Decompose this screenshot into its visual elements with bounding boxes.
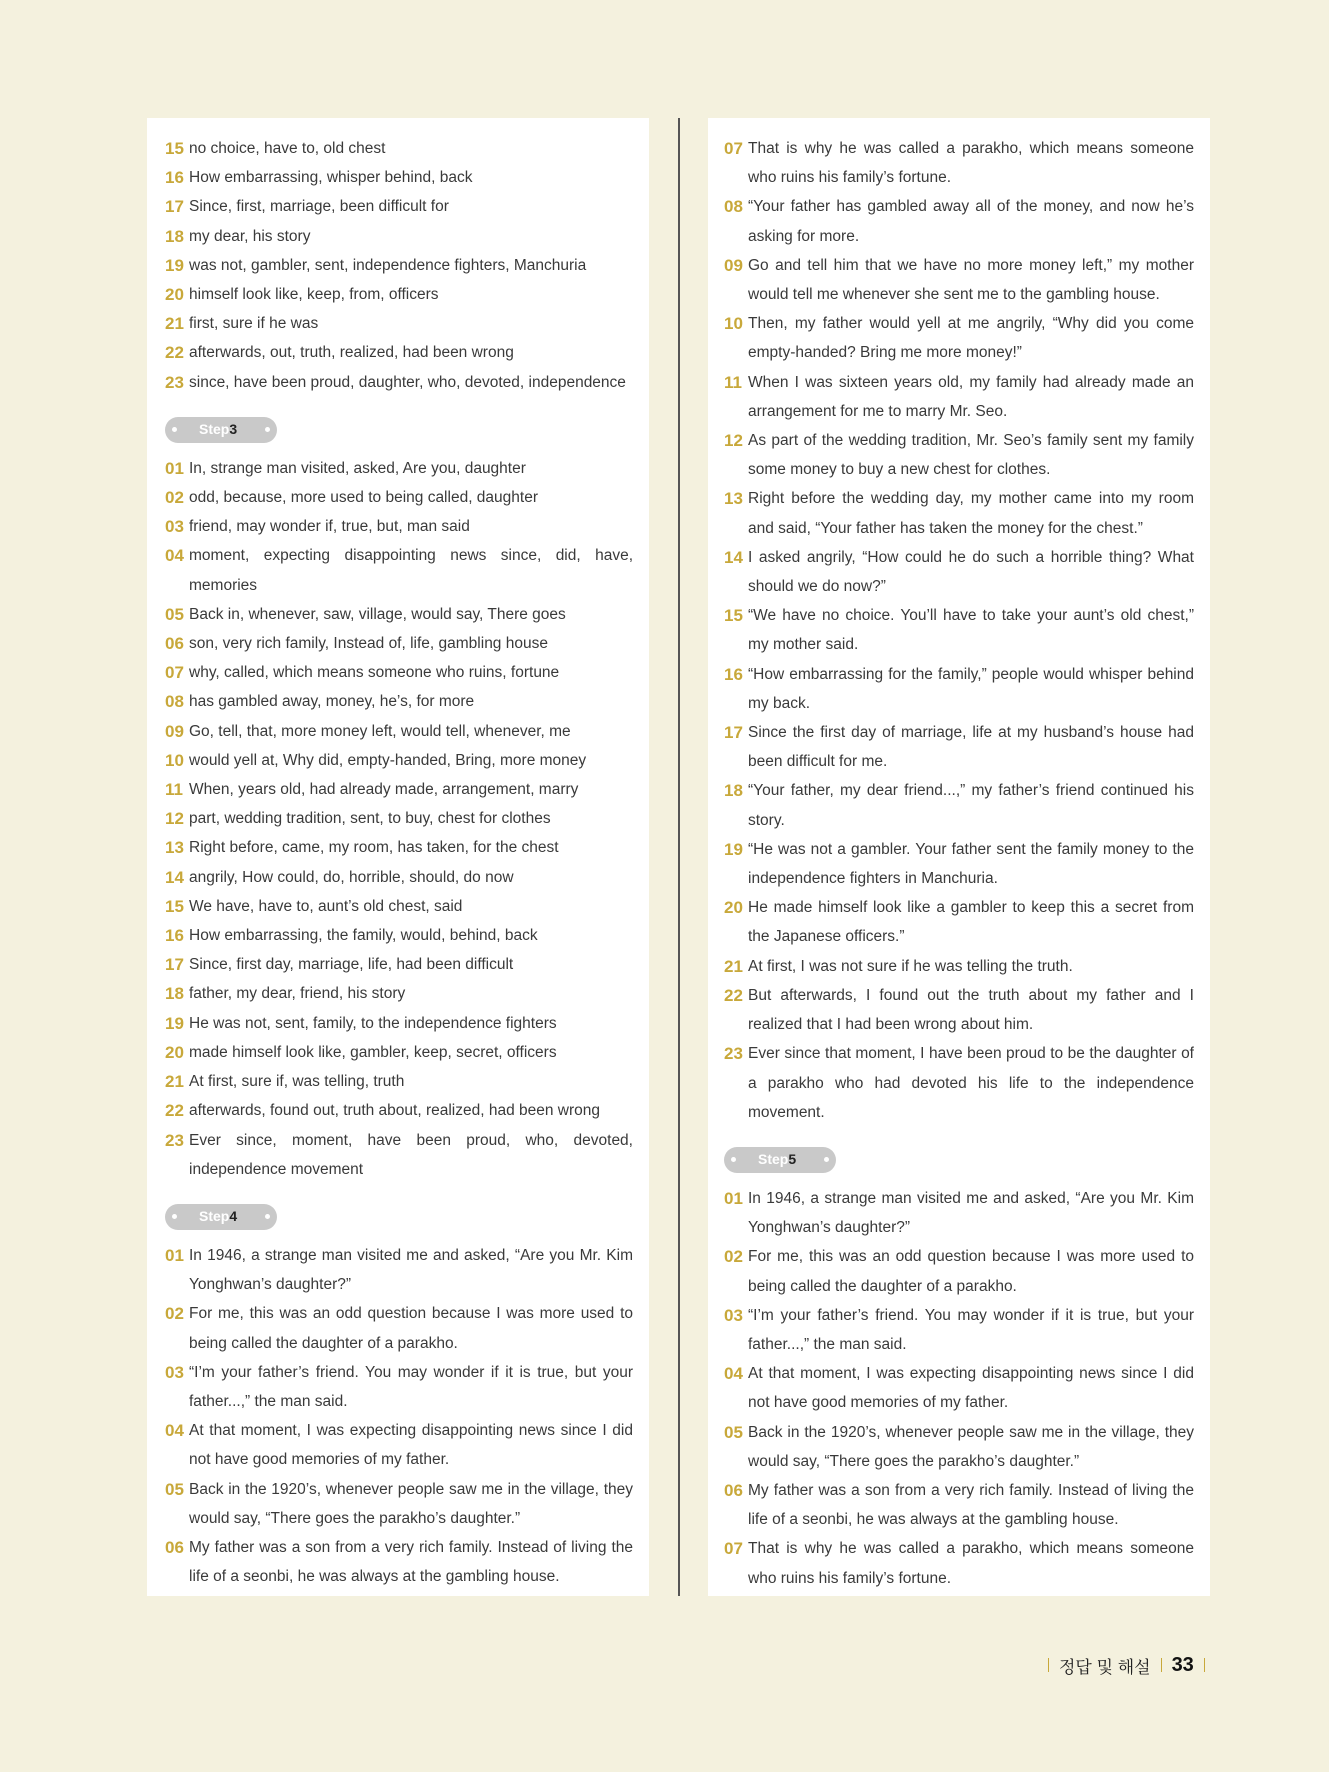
list-item [724,1242,1194,1300]
item-text: “I’m your father’s friend. You may wonder if it is true, but your father...,” the man said. [189,1363,633,1410]
item-text: In, strange man visited, asked, Are you, daughter [189,459,526,477]
item-number: 02 [724,1247,743,1267]
list-item [165,483,633,512]
list-item [724,251,1194,309]
item-number: 21 [165,314,184,334]
list-item [165,746,633,775]
item-text: since, have been proud, daughter, who, devoted, independence [189,373,626,391]
item-number: 03 [165,1362,184,1382]
item-number: 04 [165,1421,184,1441]
item-text: Right before, came, my room, has taken, for the chest [189,839,559,857]
list-item [724,1301,1194,1359]
item-number: 01 [724,1188,743,1208]
list-item [165,863,633,892]
item-text: my dear, his story [189,227,311,245]
item-text: I asked angrily, “How could he do such a horrible thing? What should we do now?” [748,548,1194,596]
item-number: 12 [165,809,184,829]
section-title: 정답 및 해설 [1059,1657,1151,1677]
item-text: “Your father has gambled away all of the money, and now he’s asking for more. [748,198,1194,245]
item-text: has gambled away, money, he’s, for more [189,693,475,711]
list-item [724,1184,1194,1242]
list-item [165,687,633,716]
footer-divider [1048,1658,1049,1672]
list-item [724,1534,1194,1592]
list-item [165,251,633,280]
list-item [165,629,633,658]
item-number: 04 [724,1364,743,1384]
list-item [165,1067,633,1096]
item-number: 21 [165,1072,184,1092]
list-item [724,1418,1194,1476]
item-number: 06 [724,1480,743,1500]
item-number: 05 [165,604,184,624]
item-number: 09 [724,255,743,275]
dot-icon [265,1214,270,1219]
list-item [165,1241,633,1299]
list-item [165,775,633,804]
list-item [165,1416,633,1474]
list-item [165,541,633,599]
list-item [724,543,1194,601]
list-item [165,1475,633,1533]
list-item [724,952,1194,981]
step-5-badge [724,1147,836,1173]
item-text: afterwards, out, truth, realized, had been wrong [189,344,514,362]
item-text: Ever since that moment, I have been proud to be the daughter of a parakho who had devoted his life to the independence movement. [748,1045,1194,1121]
list-item [724,1359,1194,1417]
item-text: Go and tell him that we have no more money left,” my mother would tell me whenever she sent me to the gambling house. [748,256,1194,304]
item-number: 15 [165,139,184,158]
step-4-list [165,1241,633,1591]
item-text: My father was a son from a very rich family. Instead of living the life of a seonbi, he was always at the gambling house. [748,1481,1194,1529]
item-number: 05 [724,1422,743,1442]
item-text: part, wedding tradition, sent, to buy, chest for clothes [189,810,551,828]
dot-icon [824,1157,829,1162]
item-number: 08 [724,197,743,217]
list-item [165,338,633,367]
item-text: Then, my father would yell at me angrily, “Why did you come empty-handed? Bring me more money!” [748,315,1194,362]
item-number: 17 [165,197,184,217]
item-number: 09 [165,721,184,741]
list-item [165,1358,633,1416]
item-number: 02 [165,488,184,508]
item-text: How embarrassing, whisper behind, back [189,169,473,187]
step-4-list-continued [724,134,1194,1127]
item-text: “We have no choice. You’ll have to take your aunt’s old chest,” my mother said. [748,607,1194,654]
list-item [724,134,1194,192]
item-number: 23 [165,372,184,392]
list-item [724,192,1194,250]
item-number: 19 [165,1013,184,1033]
item-number: 11 [724,372,742,392]
item-number: 02 [165,1304,184,1324]
item-text: At that moment, I was expecting disappointing news since I did not have good memories of my father. [189,1422,633,1469]
list-item [165,717,633,746]
list-item [165,600,633,629]
item-text: moment, expecting disappointing news since, did, have, memories [189,547,633,594]
list-item [165,804,633,833]
item-number: 20 [724,898,743,918]
item-number: 12 [724,431,743,451]
step-word: Step [199,1207,230,1224]
list-item [165,163,633,192]
list-item [724,426,1194,484]
item-number: 20 [165,1042,184,1062]
item-number: 14 [724,547,743,567]
list-item [165,222,633,251]
list-item [165,134,633,163]
item-number: 19 [724,839,743,859]
item-number: 14 [165,867,184,887]
list-item [724,776,1194,834]
item-number: 04 [165,546,184,566]
item-text: no choice, have to, old chest [189,140,386,157]
list-item [724,893,1194,951]
item-number: 03 [724,1305,743,1325]
list-item [165,921,633,950]
list-item [724,1039,1194,1127]
item-number: 18 [165,984,184,1004]
list-item [165,368,633,397]
dot-icon [172,427,177,432]
step-number: 4 [229,1207,238,1224]
item-number: 10 [165,750,184,770]
list-item [165,280,633,309]
item-number: 05 [165,1479,184,1499]
item-text: That is why he was called a parakho, which means someone who ruins his family’s fortune. [748,140,1194,187]
item-text: why, called, which means someone who ruins, fortune [189,664,560,682]
list-item [724,1476,1194,1534]
dot-icon [731,1157,736,1162]
footer-divider [1161,1658,1162,1672]
item-text: afterwards, found out, truth about, realized, had been wrong [189,1102,601,1120]
item-text: Right before the wedding day, my mother came into my room and said, “Your father has taken the money for the chest.” [748,490,1194,537]
item-number: 19 [165,255,184,275]
list-item [165,309,633,338]
item-text: “I’m your father’s friend. You may wonder if it is true, but your father...,” the man said. [748,1306,1194,1353]
item-text: At first, sure if, was telling, truth [189,1073,405,1091]
item-text: himself look like, keep, from, officers [189,286,439,304]
item-number: 17 [165,955,184,975]
list-item [724,484,1194,542]
item-number: 01 [165,1245,184,1265]
item-text: He made himself look like a gambler to keep this a secret from the Japanese officers.” [748,899,1194,946]
item-text: Since, first, marriage, been difficult for [189,198,449,216]
item-number: 13 [165,838,184,858]
list-item [724,309,1194,367]
item-text: How embarrassing, the family, would, behind, back [189,927,538,945]
item-text: was not, gambler, sent, independence fighters, Manchuria [189,256,587,274]
list-item [165,512,633,541]
item-number: 03 [165,517,184,537]
step-number: 3 [229,420,238,437]
item-number: 18 [724,781,743,801]
item-text: At first, I was not sure if he was telling the truth. [748,957,1073,975]
item-number: 08 [165,692,184,712]
item-text: That is why he was called a parakho, which means someone who ruins his family’s fortune. [748,1540,1194,1587]
item-number: 07 [724,1539,743,1559]
item-number: 22 [165,343,184,363]
step-3-list [165,454,633,1184]
item-text: Go, tell, that, more money left, would tell, whenever, me [189,722,571,740]
item-text: “He was not a gambler. Your father sent the family money to the independence fighters in Manchuria. [748,840,1194,888]
dot-icon [172,1214,177,1219]
item-number: 10 [724,314,743,334]
item-number: 16 [165,926,184,946]
item-number: 15 [724,606,743,626]
item-number: 16 [165,168,184,188]
item-number: 18 [165,226,184,246]
item-text: He was not, sent, family, to the independence fighters [189,1014,557,1032]
step-4-badge [165,1204,277,1230]
list-item [165,833,633,862]
item-number: 17 [724,723,743,743]
item-number: 22 [724,985,743,1005]
list-item [724,368,1194,426]
list-item [165,1299,633,1357]
item-text: Since, first day, marriage, life, had been difficult [189,956,514,974]
item-number: 06 [165,1537,184,1557]
right-column [708,118,1210,1596]
list-item [165,892,633,921]
list-item [165,1038,633,1067]
dot-icon [265,427,270,432]
item-text: Since the first day of marriage, life at my husband’s house had been difficult for me. [748,724,1194,771]
item-number: 01 [165,458,184,478]
list-item [165,1009,633,1038]
left-column [147,118,649,1596]
item-text: son, very rich family, Instead of, life, gambling house [189,635,548,653]
list-item [724,835,1194,893]
item-text: In 1946, a strange man visited me and asked, “Are you Mr. Kim Yonghwan’s daughter?” [748,1189,1194,1237]
item-number: 23 [724,1044,743,1064]
item-text: would yell at, Why did, empty-handed, Bring, more money [189,751,587,769]
step-number: 5 [788,1150,797,1167]
item-number: 07 [165,663,184,683]
step-word: Step [199,420,230,437]
item-text: When I was sixteen years old, my family had already made an arrangement for me to marry Mr. Seo. [748,373,1194,420]
item-text: angrily, How could, do, horrible, should, do now [189,868,514,886]
item-text: For me, this was an odd question because I was more used to being called the daughter of a parakho. [189,1305,633,1352]
item-number: 11 [165,780,183,800]
item-text: As part of the wedding tradition, Mr. Seo’s family sent my family some money to buy a new chest for clothes. [748,432,1194,479]
item-text: odd, because, more used to being called, daughter [189,489,538,507]
item-number: 23 [165,1130,184,1150]
item-number: 06 [165,634,184,654]
list-item [165,1533,633,1591]
item-number: 13 [724,489,743,509]
item-text: At that moment, I was expecting disappointing news since I did not have good memories of my father. [748,1365,1194,1412]
item-number: 20 [165,285,184,305]
item-number: 22 [165,1101,184,1121]
item-number: 21 [724,956,743,976]
step-5-list [724,1184,1194,1593]
item-text: first, sure if he was [189,315,319,333]
list-item [165,658,633,687]
list-item [165,950,633,979]
item-text: For me, this was an odd question because I was more used to being called the daughter of a parakho. [748,1248,1194,1295]
item-text: When, years old, had already made, arrangement, marry [189,781,579,799]
list-item [165,454,633,483]
item-text: Ever since, moment, have been proud, who, devoted, independence movement [189,1131,633,1178]
page-number: 33 [1171,1653,1194,1676]
list-item [165,1096,633,1125]
item-text: My father was a son from a very rich family. Instead of living the life of a seonbi, he was always at the gambling house. [189,1538,633,1586]
step-3-badge [165,417,277,443]
list-item [724,660,1194,718]
item-text: made himself look like, gambler, keep, secret, officers [189,1043,557,1061]
item-text: Back in the 1920’s, whenever people saw me in the village, they would say, “There goes the parakho’s daughter.” [189,1480,633,1527]
footer-divider [1204,1658,1205,1672]
item-text: “Your father, my dear friend...,” my father’s friend continued his story. [748,782,1194,829]
item-text: friend, may wonder if, true, but, man said [189,518,470,536]
item-text: We have, have to, aunt’s old chest, said [189,897,463,915]
list-item [165,192,633,221]
review-list [165,134,633,397]
page-footer [1038,1652,1215,1678]
list-item [724,718,1194,776]
item-text: But afterwards, I found out the truth about my father and I realized that I had been wrong about him. [748,986,1194,1034]
item-number: 15 [165,896,184,916]
list-item [165,1126,633,1184]
item-number: 16 [724,664,743,684]
item-number: 07 [724,139,743,158]
step-word: Step [758,1150,789,1167]
item-text: Back in the 1920’s, whenever people saw me in the village, they would say, “There goes the parakho’s daughter.” [748,1423,1194,1470]
list-item [165,979,633,1008]
list-item [724,981,1194,1039]
column-divider [678,118,680,1596]
item-text: Back in, whenever, saw, village, would say, There goes [189,605,566,623]
list-item [724,601,1194,659]
item-text: father, my dear, friend, his story [189,985,406,1003]
item-text: “How embarrassing for the family,” people would whisper behind my back. [748,665,1194,712]
item-text: In 1946, a strange man visited me and asked, “Are you Mr. Kim Yonghwan’s daughter?” [189,1246,633,1294]
